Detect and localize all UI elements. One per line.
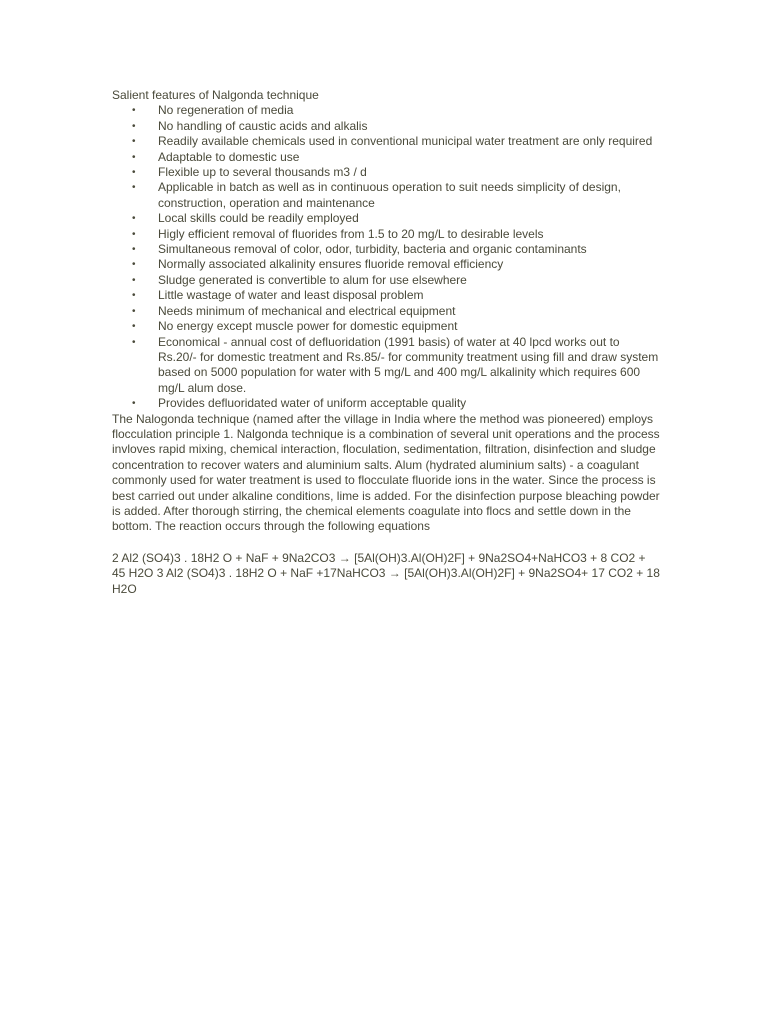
feature-text: Local skills could be readily employed (158, 211, 359, 226)
section-heading: Salient features of Nalgonda technique (112, 88, 319, 102)
feature-text: Applicable in batch as well as in continuous operation to suit needs simplicity of design, construction, operation and maintenance (158, 180, 621, 210)
bullet-icon: • (132, 398, 136, 410)
feature-list-item (112, 242, 660, 257)
bullet-icon: • (132, 244, 136, 256)
feature-list-item (112, 165, 660, 180)
bullet-icon: • (132, 336, 136, 348)
feature-text: No regeneration of media (158, 103, 294, 118)
feature-text: Higly efficient removal of fluorides from 1.5 to 20 mg/L to desirable levels (158, 226, 544, 241)
feature-text: Readily available chemicals used in conventional municipal water treatment are only required (158, 134, 653, 149)
feature-text: Little wastage of water and least disposal problem (158, 288, 424, 303)
feature-list-item (112, 134, 660, 149)
feature-text: No handling of caustic acids and alkalis (158, 118, 368, 133)
feature-text: Flexible up to several thousands m3 / d (158, 165, 367, 180)
bullet-icon: • (132, 167, 136, 179)
feature-text: Needs minimum of mechanical and electrical equipment (158, 303, 456, 318)
feature-text: Provides defluoridated water of uniform acceptable quality (158, 396, 467, 411)
feature-text: Simultaneous removal of color, odor, turbidity, bacteria and organic contaminants (158, 242, 587, 257)
document-page (112, 88, 660, 597)
feature-text: No energy except muscle power for domestic equipment (158, 319, 458, 334)
feature-list-item (112, 257, 660, 272)
bullet-icon: • (132, 274, 136, 286)
bullet-icon: • (132, 182, 136, 194)
feature-list-item (112, 211, 660, 226)
bullet-icon: • (132, 120, 136, 132)
feature-list-item (112, 180, 660, 211)
feature-list-item (112, 335, 660, 397)
feature-list-item (112, 288, 660, 303)
feature-list-item (112, 396, 660, 411)
feature-list-item (112, 319, 660, 334)
feature-list-item (112, 304, 660, 319)
bullet-icon: • (132, 105, 136, 117)
bullet-icon: • (132, 136, 136, 148)
feature-list-item (112, 227, 660, 242)
bullet-icon: • (132, 151, 136, 163)
bullet-icon: • (132, 305, 136, 317)
feature-text: Economical - annual cost of defluoridation (1991 basis) of water at 40 lpcd works out to Rs.20/- for domestic treatment and Rs.85/- for community treatment using fill and draw system based on 5000 population for water with 5 mg/L and 400 mg/L alkalinity which requires 600 mg/L alum dose. (158, 334, 659, 395)
bullet-icon: • (132, 259, 136, 271)
bullet-icon: • (132, 290, 136, 302)
feature-text: Normally associated alkalinity ensures fluoride removal efficiency (158, 257, 504, 272)
bullet-icon: • (132, 321, 136, 333)
features-list (112, 103, 660, 411)
description-paragraph: The Nalogonda technique (named after the village in India where the method was pioneered) employs flocculation principle 1. Nalgonda technique is a combination of several unit operations and the process invloves rapid mixing, chemical interaction, floculation, sedimentation, filtration, disinfection and sludge concentration to recover waters and aluminium salts. Alum (hydrated aluminium salts) - a coagulant commonly used for water treatment is used to flocculate fluoride ions in the water. Since the process is best carried out under alkaline conditions, lime is added. For the disinfection purpose bleaching powder is added. After thorough stirring, the chemical elements coagulate into flocs and settle down in the bottom. The reaction occurs through the following equations (112, 411, 660, 534)
feature-list-item (112, 150, 660, 165)
reaction-equations: 2 Al2 (SO4)3 . 18H2 O + NaF + 9Na2CO3 → [5Al(OH)3.Al(OH)2F] + 9Na2SO4+NaHCO3 + 8 CO2 + 45 H2O 3 Al2 (SO4)3 . 18H2 O + NaF +17NaHCO3 → [5Al(OH)3.Al(OH)2F] + 9Na2SO4+ 17 CO2 + 18 H2O (112, 550, 660, 596)
feature-text: Adaptable to domestic use (158, 149, 300, 164)
bullet-icon: • (132, 228, 136, 240)
feature-list-item (112, 119, 660, 134)
feature-list-item (112, 273, 660, 288)
feature-list-item (112, 103, 660, 118)
bullet-icon: • (132, 213, 136, 225)
feature-text: Sludge generated is convertible to alum for use elsewhere (158, 272, 467, 287)
